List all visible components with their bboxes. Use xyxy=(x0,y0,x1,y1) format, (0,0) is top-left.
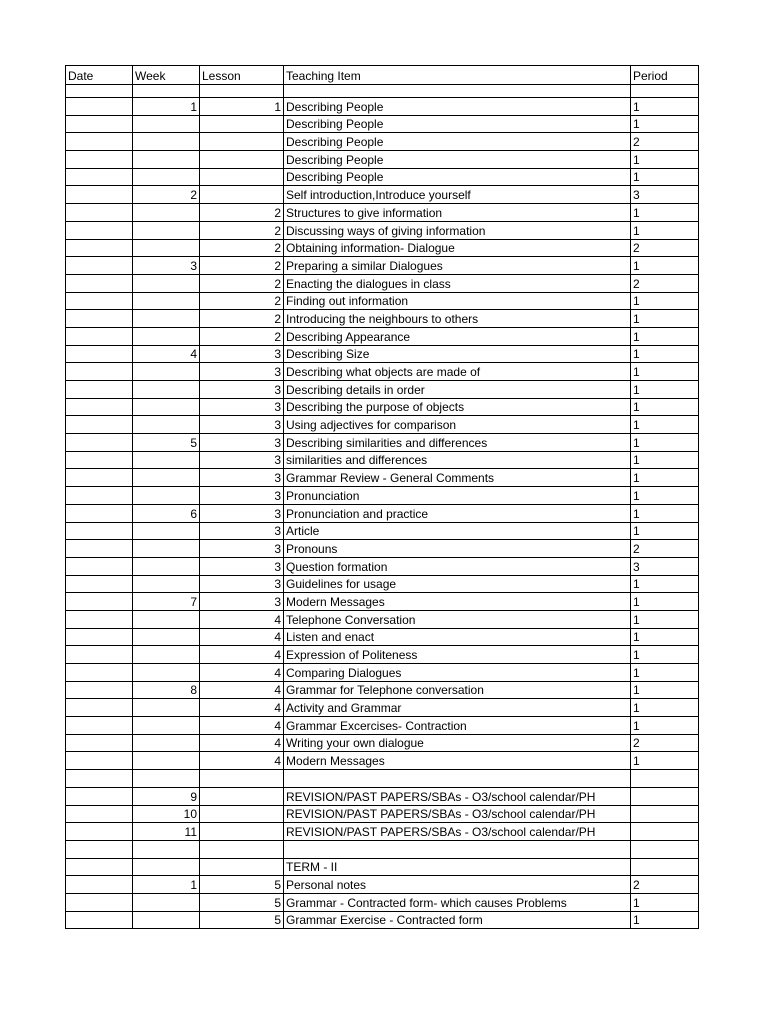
cell-week xyxy=(133,416,200,434)
cell-week xyxy=(133,168,200,186)
cell-period: 1 xyxy=(631,504,699,522)
cell-lesson: 3 xyxy=(200,451,284,469)
cell-date xyxy=(66,522,133,540)
cell-date xyxy=(66,381,133,399)
cell-week: 8 xyxy=(133,681,200,699)
table-row xyxy=(66,734,699,752)
cell-week xyxy=(133,717,200,735)
table-row xyxy=(66,168,699,186)
table-row xyxy=(66,610,699,628)
cell-lesson: 5 xyxy=(200,911,284,929)
cell-week xyxy=(133,115,200,133)
cell-lesson: 5 xyxy=(200,876,284,894)
header-row xyxy=(66,66,699,85)
cell-lesson xyxy=(200,858,284,876)
table-row xyxy=(66,487,699,505)
cell-period: 2 xyxy=(631,734,699,752)
cell-date xyxy=(66,787,133,805)
cell-period: 1 xyxy=(631,257,699,275)
cell-date xyxy=(66,310,133,328)
cell-week: 9 xyxy=(133,787,200,805)
cell-date xyxy=(66,593,133,611)
cell-week xyxy=(133,85,200,98)
table-row xyxy=(66,434,699,452)
cell-lesson: 5 xyxy=(200,893,284,911)
table-row xyxy=(66,292,699,310)
table-row xyxy=(66,646,699,664)
cell-week xyxy=(133,292,200,310)
cell-lesson: 4 xyxy=(200,734,284,752)
table-row xyxy=(66,823,699,841)
cell-period: 1 xyxy=(631,310,699,328)
cell-week xyxy=(133,398,200,416)
cell-date xyxy=(66,628,133,646)
table-row xyxy=(66,664,699,682)
cell-week xyxy=(133,310,200,328)
table-row xyxy=(66,151,699,169)
cell-period: 1 xyxy=(631,610,699,628)
cell-week: 4 xyxy=(133,345,200,363)
cell-week xyxy=(133,151,200,169)
cell-week xyxy=(133,840,200,858)
cell-week: 6 xyxy=(133,504,200,522)
cell-lesson: 3 xyxy=(200,469,284,487)
cell-lesson xyxy=(200,805,284,823)
cell-teaching-item: Describing People xyxy=(284,151,631,169)
cell-teaching-item: Grammar - Contracted form- which causes Problems xyxy=(284,893,631,911)
cell-teaching-item: Telephone Conversation xyxy=(284,610,631,628)
table-row xyxy=(66,274,699,292)
cell-teaching-item: Finding out information xyxy=(284,292,631,310)
table-row xyxy=(66,416,699,434)
cell-teaching-item: Preparing a similar Dialogues xyxy=(284,257,631,275)
cell-date xyxy=(66,186,133,204)
cell-teaching-item: Discussing ways of giving information xyxy=(284,221,631,239)
cell-date xyxy=(66,151,133,169)
table-row xyxy=(66,893,699,911)
cell-period xyxy=(631,805,699,823)
cell-lesson xyxy=(200,186,284,204)
cell-period xyxy=(631,823,699,841)
table-row xyxy=(66,876,699,894)
cell-week: 3 xyxy=(133,257,200,275)
table-row xyxy=(66,398,699,416)
cell-date xyxy=(66,805,133,823)
cell-date xyxy=(66,239,133,257)
table-row xyxy=(66,522,699,540)
cell-teaching-item: Article xyxy=(284,522,631,540)
table-row xyxy=(66,752,699,770)
cell-date xyxy=(66,85,133,98)
cell-teaching-item: Pronunciation xyxy=(284,487,631,505)
cell-week xyxy=(133,770,200,788)
cell-teaching-item: Modern Messages xyxy=(284,752,631,770)
cell-date xyxy=(66,257,133,275)
cell-period: 1 xyxy=(631,168,699,186)
cell-date xyxy=(66,876,133,894)
cell-lesson: 3 xyxy=(200,593,284,611)
table-row xyxy=(66,381,699,399)
cell-week xyxy=(133,664,200,682)
cell-date xyxy=(66,363,133,381)
cell-teaching-item xyxy=(284,840,631,858)
cell-teaching-item: Describing People xyxy=(284,115,631,133)
cell-period: 2 xyxy=(631,540,699,558)
cell-teaching-item: Pronouns xyxy=(284,540,631,558)
cell-lesson: 3 xyxy=(200,504,284,522)
cell-lesson xyxy=(200,85,284,98)
cell-lesson xyxy=(200,787,284,805)
cell-date xyxy=(66,610,133,628)
cell-lesson: 2 xyxy=(200,204,284,222)
table-row xyxy=(66,133,699,151)
cell-period xyxy=(631,770,699,788)
cell-teaching-item: Describing the purpose of objects xyxy=(284,398,631,416)
cell-date xyxy=(66,840,133,858)
cell-teaching-item: Question formation xyxy=(284,557,631,575)
cell-week xyxy=(133,699,200,717)
cell-teaching-item: Describing People xyxy=(284,168,631,186)
cell-date xyxy=(66,681,133,699)
cell-week xyxy=(133,911,200,929)
cell-lesson: 3 xyxy=(200,557,284,575)
cell-lesson: 3 xyxy=(200,540,284,558)
cell-period: 1 xyxy=(631,752,699,770)
cell-date xyxy=(66,168,133,186)
cell-lesson xyxy=(200,133,284,151)
cell-lesson: 2 xyxy=(200,274,284,292)
cell-date xyxy=(66,98,133,116)
cell-period: 1 xyxy=(631,717,699,735)
cell-date xyxy=(66,469,133,487)
cell-period: 2 xyxy=(631,876,699,894)
cell-period: 1 xyxy=(631,699,699,717)
cell-lesson: 3 xyxy=(200,416,284,434)
cell-lesson: 4 xyxy=(200,664,284,682)
table-row xyxy=(66,345,699,363)
table-row xyxy=(66,858,699,876)
table-row xyxy=(66,787,699,805)
cell-teaching-item: REVISION/PAST PAPERS/SBAs - O3/school calendar/PH xyxy=(284,805,631,823)
cell-date xyxy=(66,575,133,593)
cell-period: 2 xyxy=(631,133,699,151)
cell-lesson xyxy=(200,115,284,133)
cell-week: 1 xyxy=(133,98,200,116)
cell-week xyxy=(133,557,200,575)
cell-week xyxy=(133,540,200,558)
cell-week: 7 xyxy=(133,593,200,611)
table-row xyxy=(66,628,699,646)
cell-date xyxy=(66,274,133,292)
cell-week: 2 xyxy=(133,186,200,204)
cell-teaching-item: Describing what objects are made of xyxy=(284,363,631,381)
cell-date xyxy=(66,204,133,222)
cell-lesson: 4 xyxy=(200,681,284,699)
cell-week xyxy=(133,734,200,752)
table-row xyxy=(66,575,699,593)
cell-week xyxy=(133,363,200,381)
table-row xyxy=(66,239,699,257)
cell-teaching-item: Describing similarities and differences xyxy=(284,434,631,452)
cell-lesson: 3 xyxy=(200,434,284,452)
cell-week xyxy=(133,610,200,628)
cell-teaching-item: Describing People xyxy=(284,98,631,116)
cell-teaching-item: Introducing the neighbours to others xyxy=(284,310,631,328)
table-row xyxy=(66,186,699,204)
cell-period: 1 xyxy=(631,575,699,593)
cell-week xyxy=(133,327,200,345)
cell-lesson xyxy=(200,151,284,169)
cell-week xyxy=(133,487,200,505)
cell-date xyxy=(66,487,133,505)
header-lesson: Lesson xyxy=(200,66,284,85)
cell-teaching-item: Guidelines for usage xyxy=(284,575,631,593)
cell-date xyxy=(66,717,133,735)
cell-teaching-item: Grammar Review - General Comments xyxy=(284,469,631,487)
cell-period: 1 xyxy=(631,593,699,611)
cell-date xyxy=(66,699,133,717)
cell-week xyxy=(133,575,200,593)
cell-week xyxy=(133,133,200,151)
cell-date xyxy=(66,823,133,841)
cell-lesson: 4 xyxy=(200,646,284,664)
cell-teaching-item: REVISION/PAST PAPERS/SBAs - O3/school calendar/PH xyxy=(284,823,631,841)
table-row xyxy=(66,115,699,133)
table-row xyxy=(66,310,699,328)
cell-date xyxy=(66,734,133,752)
cell-lesson: 4 xyxy=(200,628,284,646)
cell-teaching-item: Describing Size xyxy=(284,345,631,363)
cell-period: 1 xyxy=(631,204,699,222)
cell-teaching-item: Expression of Politeness xyxy=(284,646,631,664)
cell-week: 5 xyxy=(133,434,200,452)
table-row xyxy=(66,85,699,98)
cell-date xyxy=(66,893,133,911)
cell-date xyxy=(66,540,133,558)
cell-lesson xyxy=(200,823,284,841)
table-row xyxy=(66,840,699,858)
cell-lesson: 3 xyxy=(200,363,284,381)
cell-teaching-item: Pronunciation and practice xyxy=(284,504,631,522)
cell-date xyxy=(66,221,133,239)
cell-lesson: 1 xyxy=(200,98,284,116)
cell-lesson: 3 xyxy=(200,575,284,593)
cell-teaching-item: similarities and differences xyxy=(284,451,631,469)
cell-period xyxy=(631,858,699,876)
table-row xyxy=(66,98,699,116)
cell-date xyxy=(66,398,133,416)
cell-date xyxy=(66,416,133,434)
cell-week xyxy=(133,858,200,876)
cell-teaching-item: REVISION/PAST PAPERS/SBAs - O3/school calendar/PH xyxy=(284,787,631,805)
cell-period: 1 xyxy=(631,522,699,540)
cell-teaching-item: Comparing Dialogues xyxy=(284,664,631,682)
header-week: Week xyxy=(133,66,200,85)
cell-week xyxy=(133,469,200,487)
cell-teaching-item: Personal notes xyxy=(284,876,631,894)
cell-teaching-item: Activity and Grammar xyxy=(284,699,631,717)
cell-teaching-item: Structures to give information xyxy=(284,204,631,222)
cell-date xyxy=(66,292,133,310)
cell-period xyxy=(631,85,699,98)
table-row xyxy=(66,770,699,788)
table-row xyxy=(66,451,699,469)
cell-date xyxy=(66,345,133,363)
cell-teaching-item: Grammar Exercise - Contracted form xyxy=(284,911,631,929)
cell-week xyxy=(133,752,200,770)
cell-period: 1 xyxy=(631,416,699,434)
cell-period: 1 xyxy=(631,115,699,133)
cell-date xyxy=(66,327,133,345)
header-date: Date xyxy=(66,66,133,85)
cell-week xyxy=(133,381,200,399)
cell-lesson xyxy=(200,840,284,858)
cell-lesson: 4 xyxy=(200,717,284,735)
cell-date xyxy=(66,911,133,929)
cell-lesson: 2 xyxy=(200,292,284,310)
cell-lesson: 4 xyxy=(200,610,284,628)
table-body xyxy=(66,85,699,929)
cell-teaching-item xyxy=(284,85,631,98)
table-row xyxy=(66,911,699,929)
cell-period: 1 xyxy=(631,911,699,929)
cell-teaching-item: Obtaining information- Dialogue xyxy=(284,239,631,257)
cell-date xyxy=(66,557,133,575)
cell-teaching-item: Using adjectives for comparison xyxy=(284,416,631,434)
cell-period: 1 xyxy=(631,398,699,416)
cell-lesson: 4 xyxy=(200,699,284,717)
cell-week xyxy=(133,239,200,257)
cell-date xyxy=(66,115,133,133)
cell-week xyxy=(133,451,200,469)
cell-teaching-item: Self introduction,Introduce yourself xyxy=(284,186,631,204)
cell-teaching-item: Listen and enact xyxy=(284,628,631,646)
cell-teaching-item: Writing your own dialogue xyxy=(284,734,631,752)
table-row xyxy=(66,204,699,222)
cell-date xyxy=(66,770,133,788)
cell-period: 1 xyxy=(631,469,699,487)
cell-period: 1 xyxy=(631,292,699,310)
cell-lesson: 3 xyxy=(200,522,284,540)
table-row xyxy=(66,717,699,735)
cell-period: 2 xyxy=(631,274,699,292)
cell-lesson: 3 xyxy=(200,487,284,505)
cell-teaching-item: Modern Messages xyxy=(284,593,631,611)
cell-lesson xyxy=(200,168,284,186)
cell-lesson: 2 xyxy=(200,239,284,257)
cell-period: 1 xyxy=(631,664,699,682)
table-header xyxy=(66,66,699,85)
cell-period: 3 xyxy=(631,557,699,575)
cell-date xyxy=(66,451,133,469)
cell-period: 3 xyxy=(631,186,699,204)
cell-period xyxy=(631,787,699,805)
cell-period: 1 xyxy=(631,381,699,399)
cell-teaching-item: TERM - II xyxy=(284,858,631,876)
cell-date xyxy=(66,133,133,151)
cell-period: 1 xyxy=(631,363,699,381)
cell-week xyxy=(133,628,200,646)
cell-lesson: 2 xyxy=(200,257,284,275)
header-teaching-item: Teaching Item xyxy=(284,66,631,85)
cell-lesson: 2 xyxy=(200,221,284,239)
cell-week xyxy=(133,204,200,222)
cell-date xyxy=(66,752,133,770)
cell-week xyxy=(133,274,200,292)
cell-period: 1 xyxy=(631,451,699,469)
cell-teaching-item: Describing Appearance xyxy=(284,327,631,345)
cell-period xyxy=(631,840,699,858)
table-row xyxy=(66,257,699,275)
cell-week: 1 xyxy=(133,876,200,894)
cell-period: 2 xyxy=(631,239,699,257)
cell-teaching-item: Describing details in order xyxy=(284,381,631,399)
cell-week xyxy=(133,221,200,239)
cell-period: 1 xyxy=(631,98,699,116)
cell-period: 1 xyxy=(631,151,699,169)
cell-date xyxy=(66,664,133,682)
cell-period: 1 xyxy=(631,628,699,646)
cell-period: 1 xyxy=(631,681,699,699)
table-row xyxy=(66,699,699,717)
header-period: Period xyxy=(631,66,699,85)
table-row xyxy=(66,469,699,487)
cell-teaching-item xyxy=(284,770,631,788)
cell-teaching-item: Grammar for Telephone conversation xyxy=(284,681,631,699)
cell-lesson xyxy=(200,770,284,788)
table-row xyxy=(66,557,699,575)
cell-lesson: 2 xyxy=(200,310,284,328)
cell-lesson: 3 xyxy=(200,398,284,416)
cell-date xyxy=(66,434,133,452)
cell-lesson: 2 xyxy=(200,327,284,345)
cell-date xyxy=(66,504,133,522)
cell-week xyxy=(133,646,200,664)
cell-date xyxy=(66,646,133,664)
table-row xyxy=(66,221,699,239)
cell-period: 1 xyxy=(631,893,699,911)
cell-week: 11 xyxy=(133,823,200,841)
table-row xyxy=(66,327,699,345)
cell-period: 1 xyxy=(631,487,699,505)
cell-week xyxy=(133,522,200,540)
cell-period: 1 xyxy=(631,646,699,664)
cell-period: 1 xyxy=(631,327,699,345)
table-row xyxy=(66,540,699,558)
cell-teaching-item: Grammar Excercises- Contraction xyxy=(284,717,631,735)
table-row xyxy=(66,363,699,381)
cell-teaching-item: Enacting the dialogues in class xyxy=(284,274,631,292)
table-row xyxy=(66,805,699,823)
cell-date xyxy=(66,858,133,876)
table-row xyxy=(66,681,699,699)
cell-teaching-item: Describing People xyxy=(284,133,631,151)
cell-period: 1 xyxy=(631,434,699,452)
table-row xyxy=(66,593,699,611)
cell-lesson: 3 xyxy=(200,345,284,363)
table-row xyxy=(66,504,699,522)
cell-period: 1 xyxy=(631,221,699,239)
cell-week: 10 xyxy=(133,805,200,823)
cell-period: 1 xyxy=(631,345,699,363)
cell-week xyxy=(133,893,200,911)
lesson-plan-table xyxy=(65,65,699,929)
cell-lesson: 3 xyxy=(200,381,284,399)
cell-lesson: 4 xyxy=(200,752,284,770)
